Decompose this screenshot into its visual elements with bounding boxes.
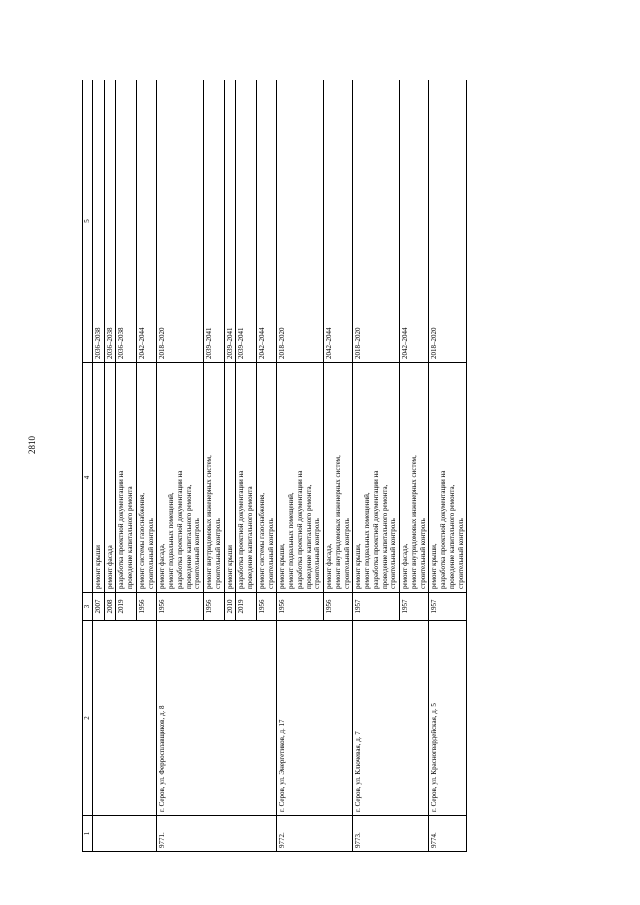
work-type-cell: [157, 363, 204, 593]
year-cell: 2007: [92, 593, 104, 621]
work-line: ремонт подвальных помещений,: [167, 492, 175, 589]
year-cell: 2008: [104, 593, 116, 621]
year-cell: 2019: [116, 593, 137, 621]
work-line: разработка проектной документации на: [175, 470, 184, 589]
row-number: 9773.: [353, 816, 429, 852]
work-line: строительный контроль: [389, 518, 398, 589]
work-line: проведение капитального ремонта,: [184, 484, 193, 589]
work-line: ремонт внутридомовых инженерных систем,: [205, 455, 213, 589]
work-type-cell: [224, 363, 236, 593]
work-line: разработка проектной документации на: [117, 470, 126, 589]
year-cell: 1957: [353, 593, 400, 621]
work-line: ремонт крыши,: [278, 543, 287, 589]
row-number: 9772.: [277, 816, 353, 852]
row-number: 9774.: [429, 816, 467, 852]
period-cell: 2018–2020: [353, 80, 400, 363]
period-cell: 2042–2044: [136, 80, 157, 363]
header-col-1: 1: [83, 816, 93, 852]
table-body: [92, 80, 467, 852]
work-line: разработка проектной документации на: [295, 470, 304, 589]
table-row: [353, 80, 400, 852]
work-type-cell: [236, 363, 257, 593]
work-line: проведение капитального ремонта,: [304, 484, 313, 589]
period-cell: 2039–2041: [224, 80, 236, 363]
work-line: ремонт фасада,: [325, 543, 333, 589]
work-line: ремонт фасада,: [401, 543, 409, 589]
work-type-cell: [324, 363, 353, 593]
year-cell: 1957: [400, 593, 429, 621]
year-cell: 1956: [256, 593, 277, 621]
work-line: ремонт внутридомовых инженерных систем,: [409, 455, 418, 589]
work-line: строительный контроль: [193, 518, 202, 589]
work-line: строительный контроль: [146, 518, 155, 589]
header-col-4: 4: [83, 363, 93, 593]
work-type-cell: [136, 363, 157, 593]
work-type-cell: [104, 363, 116, 593]
building-address: г. Серов, ул. Красногвардейская, д. 5: [429, 621, 467, 816]
period-cell: 2042–2044: [256, 80, 277, 363]
year-cell: 2010: [224, 593, 236, 621]
work-type-cell: [116, 363, 137, 593]
building-address: г. Серов, ул. Ферросплавщиков, д. 8: [157, 621, 277, 816]
table-row: [429, 80, 467, 852]
work-line: ремонт крыши,: [354, 543, 363, 589]
work-line: проведение капитального ремонта: [246, 486, 254, 589]
work-type-cell: [400, 363, 429, 593]
period-cell: 2039–2041: [204, 80, 225, 363]
table-row: [157, 80, 204, 852]
rotated-page: [82, 80, 565, 852]
period-cell: 2036–2038: [116, 80, 137, 363]
work-line: ремонт подвальных помещений,: [287, 492, 295, 589]
building-address: г. Серов, ул. Ключевая, д. 7: [353, 621, 429, 816]
year-cell: 1956: [157, 593, 204, 621]
period-cell: 2018–2020: [157, 80, 204, 363]
year-cell: 1957: [429, 593, 467, 621]
year-cell: 1956: [277, 593, 324, 621]
rotated-content: [82, 80, 565, 852]
page-number: 2810: [27, 436, 37, 454]
work-line: проведение капитального ремонта: [126, 486, 134, 589]
work-line: строительный контроль: [313, 518, 322, 589]
period-cell: 2042–2044: [324, 80, 353, 363]
period-cell: 2039–2041: [236, 80, 257, 363]
period-cell: 2036–2038: [104, 80, 116, 363]
work-type-cell: [353, 363, 400, 593]
work-type-cell: [92, 363, 104, 593]
building-address: г. Серов, ул. Энергетиков, д. 17: [277, 621, 353, 816]
row-number: [92, 816, 157, 852]
year-cell: 2019: [236, 593, 257, 621]
table-header: [83, 80, 93, 852]
work-line: ремонт крыши,: [430, 543, 439, 589]
row-number: 9771.: [157, 816, 277, 852]
work-line: ремонт фасада: [105, 545, 114, 589]
work-line: строительный контроль: [266, 518, 275, 589]
period-cell: 2036–2038: [92, 80, 104, 363]
work-line: ремонт внутридомовых инженерных систем,: [333, 455, 342, 589]
period-cell: 2018–2020: [277, 80, 324, 363]
header-row: [83, 80, 93, 852]
work-line: разработка проектной документации на: [439, 470, 447, 589]
work-line: ремонт системы газоснабжения,: [137, 492, 146, 589]
header-col-5: 5: [83, 80, 93, 363]
year-cell: 1956: [204, 593, 225, 621]
year-cell: 1956: [136, 593, 157, 621]
header-col-2: 2: [83, 621, 93, 816]
work-line: разработка проектной документации на: [237, 470, 246, 589]
work-type-cell: [204, 363, 225, 593]
work-line: ремонт крыши: [225, 545, 234, 589]
work-line: ремонт фасада,: [158, 543, 167, 589]
work-line: разработка проектной документации на: [371, 470, 380, 589]
work-line: строительный контроль: [456, 518, 465, 589]
building-address: [92, 621, 157, 816]
table-row: [277, 80, 324, 852]
period-cell: 2042–2044: [400, 80, 429, 363]
work-line: ремонт крыши: [93, 545, 102, 589]
work-type-cell: [256, 363, 277, 593]
work-line: проведение капитального ремонта,: [447, 484, 456, 589]
work-line: строительный контроль: [418, 518, 427, 589]
work-line: ремонт системы газоснабжения,: [257, 492, 266, 589]
period-cell: 2018–2020: [429, 80, 467, 363]
work-line: строительный контроль: [213, 518, 222, 589]
table-row: [92, 80, 104, 852]
repair-schedule-table: [82, 80, 467, 852]
work-line: ремонт подвальных помещений,: [363, 492, 371, 589]
header-col-3: 3: [83, 593, 93, 621]
work-line: строительный контроль: [342, 518, 351, 589]
work-type-cell: [277, 363, 324, 593]
work-line: проведение капитального ремонта,: [380, 484, 389, 589]
work-type-cell: [429, 363, 467, 593]
year-cell: 1956: [324, 593, 353, 621]
